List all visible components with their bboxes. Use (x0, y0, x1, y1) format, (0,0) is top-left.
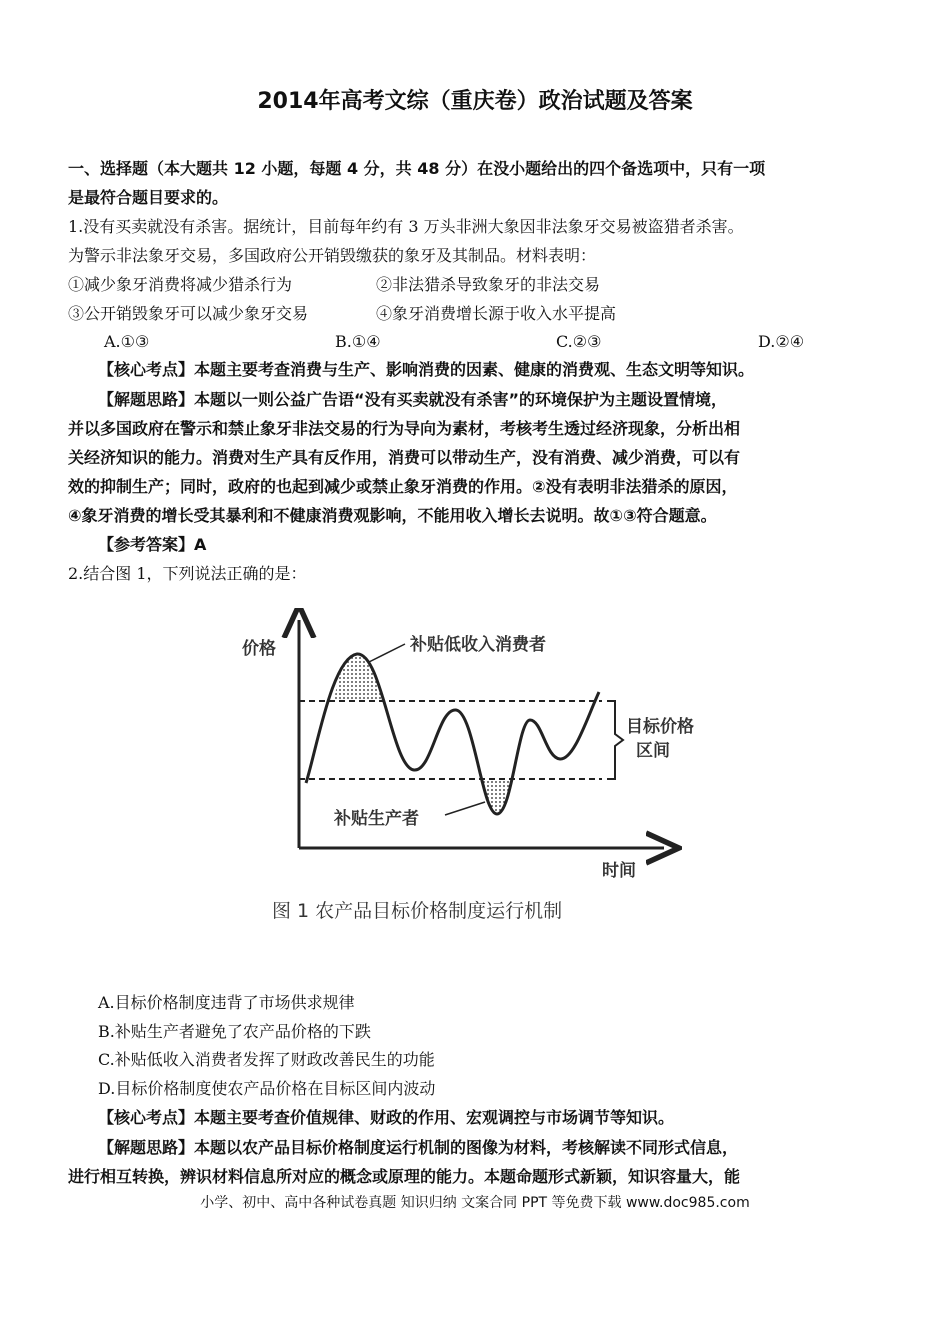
q1-stem-cont: 为警示非法象牙交易，多国政府公开销毁缴获的象牙及其制品。材料表明： (68, 246, 597, 265)
q2-option-c: C.补贴低收入消费者发挥了财政改善民生的功能 (98, 1050, 435, 1069)
section-instruction-cont: 是最符合题目要求的。 (68, 188, 229, 207)
q1-core-point: 【核心考点】本题主要考查消费与生产、影响消费的因素、健康的消费观、生态文明等知识。 (98, 360, 755, 379)
q1-statement-2: ②非法猎杀导致象牙的非法交易 (376, 275, 601, 294)
section-instruction: 一、选择题（本大题共 12 小题，每题 4 分，共 48 分）在没小题给出的四个备选项中，只有一项 (68, 159, 766, 178)
q1-option-a: A.①③ (104, 332, 150, 351)
x-axis-label: 时间 (602, 861, 636, 881)
target-range-label-2: 区间 (636, 741, 670, 761)
consumer-subsidy-label: 补贴低收入消费者 (410, 635, 546, 655)
producer-leader-line (445, 802, 485, 815)
q1-option-b: B.①④ (335, 332, 381, 351)
q1-statement-1: ①减少象牙消费将减少猎杀行为 (68, 275, 293, 294)
figure-1 (242, 608, 704, 928)
q1-statement-3: ③公开销毁象牙可以减少象牙交易 (68, 304, 309, 323)
q1-statement-4: ④象牙消费增长源于收入水平提高 (376, 304, 617, 323)
page-title: 2014年高考文综（重庆卷）政治试题及答案 (257, 89, 693, 114)
q1-analysis-line4: 效的抑制生产；同时，政府的也起到减少或禁止象牙消费的作用。②没有表明非法猎杀的原因， (68, 477, 738, 496)
q2-option-b: B.补贴生产者避免了农产品价格的下跌 (98, 1022, 371, 1041)
q2-analysis-line2: 进行相互转换，辨识材料信息所对应的概念或原理的能力。本题命题形式新颖，知识容量大，能 (68, 1167, 741, 1186)
q2-analysis: 【解题思路】本题以农产品目标价格制度运行机制的图像为材料，考核解读不同形式信息， (98, 1138, 739, 1157)
footer-note: 小学、初中、高中各种试卷真题 知识归纳 文案合同 PPT 等免费下载 www.doc985.com (200, 1195, 750, 1211)
target-range-label: 目标价格 (626, 717, 694, 737)
q1-stem: 1.没有买卖就没有杀害。据统计，目前每年约有 3 万头非洲大象因非法象牙交易被盗猎者杀害。 (68, 217, 744, 236)
q1-analysis-line5: ④象牙消费的增长受其暴利和不健康消费观影响，不能用收入增长去说明。故①③符合题意。 (68, 506, 717, 525)
consumer-leader-line (369, 644, 405, 662)
q1-analysis-line2: 并以多国政府在警示和禁止象牙非法交易的行为导向为素材，考核考生透过经济现象，分析出相 (68, 419, 741, 438)
q1-analysis: 【解题思路】本题以一则公益广告语“没有买卖就没有杀害”的环境保护为主题设置情境， (98, 390, 728, 409)
q2-core-point: 【核心考点】本题主要考查价值规律、财政的作用、宏观调控与市场调节等知识。 (98, 1108, 675, 1127)
q1-option-c: C.②③ (556, 332, 602, 351)
producer-subsidy-label: 补贴生产者 (334, 809, 419, 829)
target-range-bracket (607, 701, 623, 779)
y-axis-label: 价格 (242, 639, 276, 659)
figure-1-graph (242, 608, 704, 928)
q1-analysis-line3: 关经济知识的能力。消费对生产具有反作用，消费可以带动生产，没有消费、减少消费，可以有 (68, 448, 741, 467)
q2-option-a: A.目标价格制度违背了市场供求规律 (98, 993, 355, 1012)
q1-option-d: D.②④ (758, 332, 805, 351)
q2-option-d: D.目标价格制度使农产品价格在目标区间内波动 (98, 1079, 436, 1098)
figure-caption: 图 1 农产品目标价格制度运行机制 (272, 900, 563, 922)
q1-answer: 【参考答案】A (98, 535, 207, 554)
q2-stem: 2.结合图 1，下列说法正确的是： (68, 564, 307, 583)
